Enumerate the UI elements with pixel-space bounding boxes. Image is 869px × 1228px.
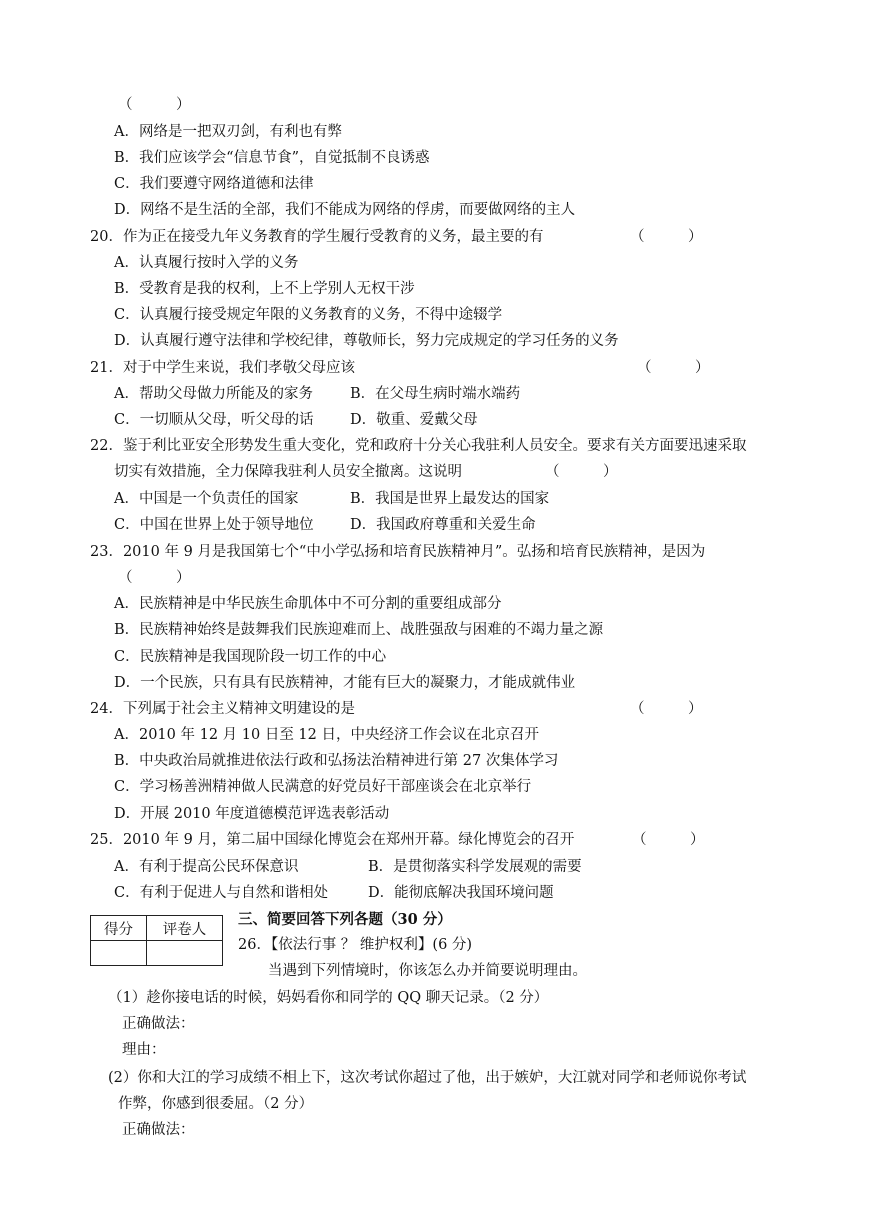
q21-option-a: A．帮助父母做力所能及的家务 bbox=[114, 386, 313, 402]
q19-option-c: C．我们要遵守网络道德和法律 bbox=[114, 176, 314, 192]
q24-stem: 24．下列属于社会主义精神文明建设的是 bbox=[90, 701, 355, 717]
q21-option-c: C．一切顺从父母，听父母的话 bbox=[114, 412, 314, 428]
q19-answer-paren: （ ） bbox=[118, 97, 191, 113]
q20-answer-paren: （ ） bbox=[630, 229, 703, 245]
q26-item-2-line2: 作弊，你感到很委屈。（2 分） bbox=[118, 1096, 314, 1112]
q21-stem: 21．对于中学生来说，我们孝敬父母应该 bbox=[90, 360, 355, 376]
score-cell bbox=[91, 941, 147, 966]
q26-item-1: （1）趁你接电话的时候，妈妈看你和同学的 QQ 聊天记录。（2 分） bbox=[108, 990, 549, 1006]
q21-answer-paren: （ ） bbox=[637, 360, 710, 376]
q20-option-c: C．认真履行接受规定年限的义务教育的义务，不得中途辍学 bbox=[114, 307, 503, 323]
q26-title: 26．【依法行事 ？ 维护权利】(6 分) bbox=[238, 937, 473, 953]
grader-header: 评卷人 bbox=[147, 916, 223, 941]
q26-item-2-line1: (2）你和大江的学习成绩不相上下，这次考试你超过了他，出于嫉妒，大江就对同学和老师说你考试 bbox=[108, 1070, 747, 1086]
q26-item-1-method: 正确做法： bbox=[122, 1016, 195, 1032]
q22-option-a: A．中国是一个负责任的国家 bbox=[114, 491, 299, 507]
q24-option-a: A．2010 年 12 月 10 日至 12 日，中央经济工作会议在北京召开 bbox=[114, 727, 539, 743]
q20-option-b: B．受教育是我的权利，上不上学别人无权干涉 bbox=[114, 281, 415, 297]
section-3-title: 三、简要回答下列各题（30 分） bbox=[238, 911, 452, 928]
q25-option-b: B．是贯彻落实科学发展观的需要 bbox=[368, 859, 582, 875]
q25-answer-paren: （ ） bbox=[632, 832, 705, 848]
q22-answer-paren: （ ） bbox=[545, 464, 618, 480]
q22-stem-line2: 切实有效措施，全力保障我驻利人员安全撤离。这说明 bbox=[114, 464, 462, 480]
score-table bbox=[90, 915, 223, 966]
q23-answer-paren: （ ） bbox=[118, 570, 191, 586]
q19-option-b: B．我们应该学会“信息节食”，自觉抵制不良诱惑 bbox=[114, 150, 430, 166]
q26-item-2-method: 正确做法： bbox=[122, 1122, 195, 1138]
q19-option-a: A．网络是一把双刃剑，有利也有弊 bbox=[114, 124, 342, 140]
q24-option-d: D．开展 2010 年度道德模范评选表彰活动 bbox=[114, 806, 390, 822]
q25-option-d: D．能彻底解决我国环境问题 bbox=[368, 885, 554, 901]
q23-option-a: A．民族精神是中华民族生命肌体中不可分割的重要组成部分 bbox=[114, 596, 502, 612]
q26-item-1-reason: 理由： bbox=[122, 1042, 166, 1058]
q22-option-b: B．我国是世界上最发达的国家 bbox=[350, 491, 550, 507]
q21-option-b: B．在父母生病时端水端药 bbox=[350, 386, 521, 402]
q20-stem: 20．作为正在接受九年义务教育的学生履行受教育的义务，最主要的有 bbox=[90, 229, 544, 245]
q22-option-d: D．我国政府尊重和关爱生命 bbox=[350, 517, 536, 533]
q19-option-d: D．网络不是生活的全部，我们不能成为网络的俘虏，而要做网络的主人 bbox=[114, 202, 576, 218]
q26-intro: 当遇到下列情境时，你该怎么办并简要说明理由。 bbox=[268, 963, 587, 979]
q25-stem: 25．2010 年 9 月，第二届中国绿化博览会在郑州开幕。绿化博览会的召开 bbox=[90, 832, 575, 848]
q24-answer-paren: （ ） bbox=[630, 701, 703, 717]
q25-option-a: A．有利于提高公民环保意识 bbox=[114, 859, 299, 875]
q23-option-c: C．民族精神是我国现阶段一切工作的中心 bbox=[114, 649, 387, 665]
q23-stem-line1: 23．2010 年 9 月是我国第七个“中小学弘扬和培育民族精神月”。弘扬和培育民族精神，是因为 bbox=[90, 544, 706, 560]
q21-option-d: D．敬重、爱戴父母 bbox=[350, 412, 478, 428]
grader-cell bbox=[147, 941, 223, 966]
q20-option-a: A．认真履行按时入学的义务 bbox=[114, 255, 299, 271]
q24-option-c: C．学习杨善洲精神做人民满意的好党员好干部座谈会在北京举行 bbox=[114, 779, 532, 795]
score-header: 得分 bbox=[91, 916, 147, 941]
q22-stem-line1: 22．鉴于利比亚安全形势发生重大变化，党和政府十分关心我驻利人员安全。要求有关方面要迅速采取 bbox=[90, 438, 747, 454]
q24-option-b: B．中央政治局就推进依法行政和弘扬法治精神进行第 27 次集体学习 bbox=[114, 753, 559, 769]
q20-option-d: D．认真履行遵守法律和学校纪律，尊敬师长，努力完成规定的学习任务的义务 bbox=[114, 333, 619, 349]
q23-option-d: D．一个民族，只有具有民族精神，才能有巨大的凝聚力，才能成就伟业 bbox=[114, 675, 576, 691]
q23-option-b: B．民族精神始终是鼓舞我们民族迎难而上、战胜强敌与困难的不竭力量之源 bbox=[114, 622, 604, 638]
q25-option-c: C．有利于促进人与自然和谐相处 bbox=[114, 885, 329, 901]
q22-option-c: C．中国在世界上处于领导地位 bbox=[114, 517, 314, 533]
